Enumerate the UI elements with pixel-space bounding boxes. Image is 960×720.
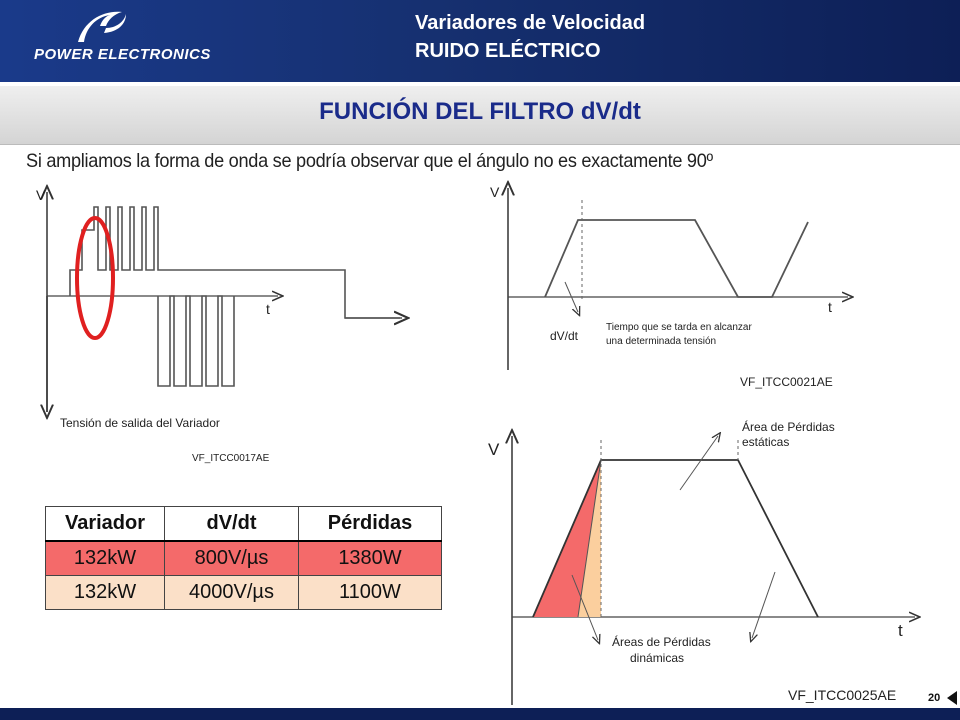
section-title: FUNCIÓN DEL FILTRO dV/dt [319,98,641,125]
fig3-static-label-2: estáticas [742,435,790,449]
table-row [46,576,442,610]
page-number: 20 [928,692,941,704]
fig2-y-label: V [490,184,500,200]
fig3-code: VF_ITCC0025AE [788,687,897,703]
table-header: Variador [46,507,165,542]
previous-slide-icon[interactable] [947,691,957,705]
fig1-caption: Tensión de salida del Variador [60,416,220,430]
fig2-code: VF_ITCC0021AE [740,375,833,389]
table-row [46,541,442,576]
highlight-ellipse [77,218,113,338]
table-header-row [46,507,442,542]
fig3-x-label: t [898,621,903,640]
fig1-pwm-negative [158,296,234,386]
table-cell: 1380W [299,541,442,576]
header-subtitle: RUIDO ELÉCTRICO [415,40,601,62]
intro-text: Si ampliamos la forma de onda se podría observar que el ángulo no es exactamente 90º [26,150,713,172]
header-title: Variadores de Velocidad [415,12,646,34]
fig3-static-label-1: Área de Pérdidas [742,420,835,434]
table-header: dV/dt [165,507,299,542]
fig1-y-label: V [36,187,46,203]
fig2-trapezoid [545,220,808,297]
fig2-slope-label: dV/dt [550,329,579,343]
fig2-x-label: t [828,299,832,315]
figure-losses [488,419,915,705]
fig3-y-label: V [488,440,500,459]
figure-dvdt [490,184,848,389]
fig2-note-2: una determinada tensión [606,336,717,347]
fig1-x-label: t [266,301,270,317]
fig3-dynamic-label-2: dinámicas [630,651,685,665]
table-header: Pérdidas [299,507,442,542]
figure-pwm-output [36,187,402,464]
fig1-code: VF_ITCC0017AE [192,453,270,464]
table-cell: 4000V/µs [165,576,299,610]
fig3-dynamic-label-1: Áreas de Pérdidas [612,635,711,649]
table-cell: 132kW [46,541,165,576]
logo-text: POWER ELECTRONICS [34,46,211,63]
table-cell: 800V/µs [165,541,299,576]
footer-bar [0,708,960,720]
fig1-pwm-positive [70,207,400,318]
table-cell: 1100W [299,576,442,610]
table-cell: 132kW [46,576,165,610]
losses-table [45,506,442,610]
fig2-note-1: Tiempo que se tarda en alcanzar [606,322,752,333]
